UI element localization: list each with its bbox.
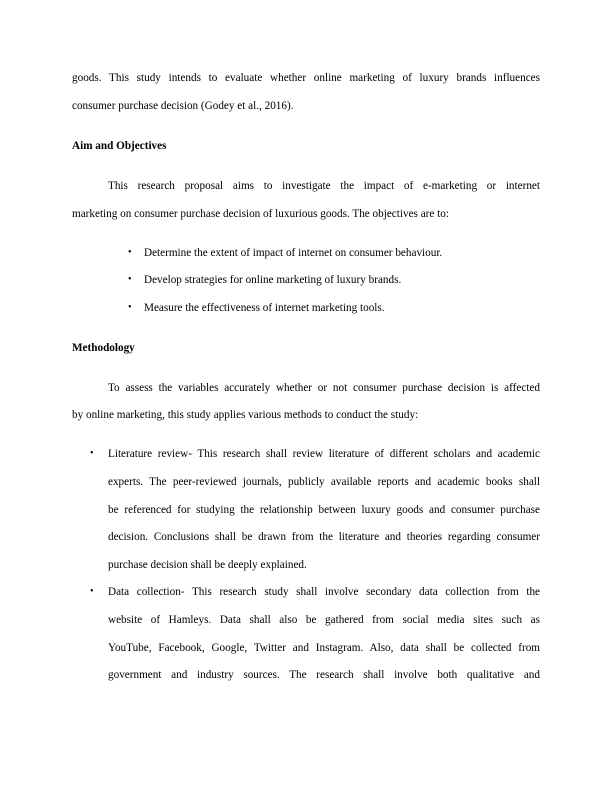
lit-review-line: experts. The peer-reviewed journals, publicly available reports and academic books shall (108, 476, 540, 488)
data-collection-line: Data collection- This research study shall involve secondary data collection from the (108, 586, 540, 598)
bullet-icon: • (128, 302, 132, 313)
data-collection-line: YouTube, Facebook, Google, Twitter and Instagram. Also, data shall be collected from (108, 642, 540, 654)
bullet-icon: • (128, 247, 132, 258)
objective-item: Determine the extent of impact of internet on consumer behaviour. (144, 247, 443, 259)
objective-item: Measure the effectiveness of internet marketing tools. (144, 302, 385, 314)
aim-paragraph-line-2: marketing on consumer purchase decision of luxurious goods. The objectives are to: (72, 208, 449, 220)
data-collection-line: government and industry sources. The research shall involve both qualitative and (108, 669, 540, 681)
intro-line-2: consumer purchase decision (Godey et al., 2016). (72, 100, 294, 112)
aim-paragraph-line-1: This research proposal aims to investigate the impact of e-marketing or internet (108, 180, 540, 192)
lit-review-line: purchase decision shall be deeply explained. (108, 559, 307, 571)
methodology-heading: Methodology (72, 342, 135, 354)
bullet-icon: • (128, 274, 132, 285)
methodology-paragraph-line-2: by online marketing, this study applies various methods to conduct the study: (72, 409, 419, 421)
lit-review-line: be referenced for studying the relationship between luxury goods and consumer purchase (108, 504, 540, 516)
bullet-icon: • (90, 586, 94, 597)
intro-line-1: goods. This study intends to evaluate whether online marketing of luxury brands influences (72, 72, 540, 84)
lit-review-line: decision. Conclusions shall be drawn from the literature and theories regarding consumer (108, 531, 540, 543)
lit-review-line: Literature review- This research shall review literature of different scholars and academic (108, 448, 540, 460)
aim-heading: Aim and Objectives (72, 140, 167, 152)
data-collection-line: website of Hamleys. Data shall also be gathered from social media sites such as (108, 614, 540, 626)
methodology-paragraph-line-1: To assess the variables accurately whether or not consumer purchase decision is affected (108, 382, 540, 394)
bullet-icon: • (90, 448, 94, 459)
objective-item: Develop strategies for online marketing of luxury brands. (144, 274, 402, 286)
